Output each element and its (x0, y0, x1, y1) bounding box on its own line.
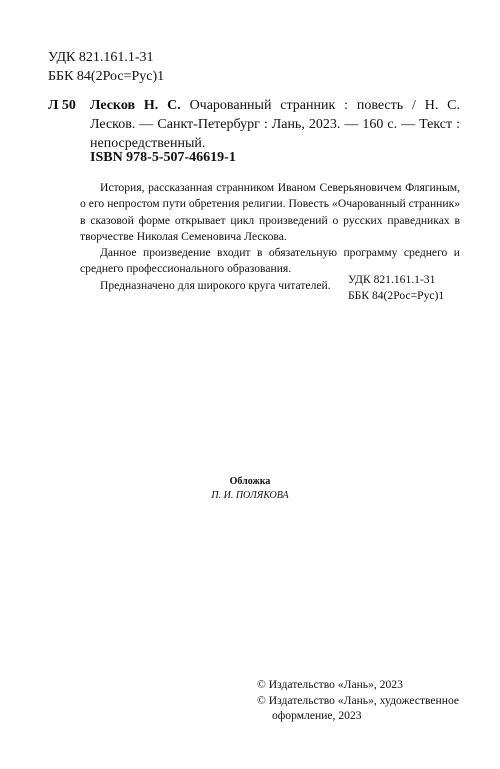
copyright-line: © Издательство «Лань», 2023 (257, 678, 403, 691)
cover-credit (0, 475, 500, 503)
copyright-line: оформление, 2023 (272, 709, 362, 723)
bbk-code: ББК 84(2Рос=Рус)1 (48, 69, 165, 84)
bibliographic-description (90, 96, 460, 153)
annotation-paragraph: История, рассказанная странником Иваном Северьяновичем Флягиным, о его непростом пути обретения религии. Повесть «Очарованный странник» в сказовой форме открывает цикл произведений о русских праведниках в творчестве Николая Семеновича Лескова. (80, 181, 460, 243)
udk-code: УДК 821.161.1-31 (348, 273, 436, 286)
cover-label: Обложка (229, 476, 271, 487)
annotation-paragraph: Данное произведение входит в обязательную программу среднего и среднего профессионального образования. (80, 246, 460, 276)
bbk-code: ББК 84(2Рос=Рус)1 (348, 289, 445, 303)
isbn: ISBN 978-5-507-46619-1 (90, 150, 236, 165)
copyright-line: © Издательство «Лань», художественное (257, 693, 460, 707)
author-name: Лесков Н. С. (90, 98, 181, 113)
description-text: Очарованный странник : повесть / Н. С. Лесков. — Санкт-Петербург : Лань, 2023. — 160 с. — Текст : непосредственный. (90, 98, 461, 151)
catalog-entry (48, 96, 460, 153)
copyright-block (257, 677, 459, 724)
classification-codes (48, 48, 164, 86)
cover-artist: П. И. ПОЛЯКОВА (211, 490, 289, 501)
annotation-paragraph: Предназначено для широкого круга читателей. (100, 278, 331, 292)
annotation-codes (348, 272, 444, 305)
author-mark: Л 50 (48, 98, 76, 113)
udk-code: УДК 821.161.1-31 (48, 50, 154, 65)
